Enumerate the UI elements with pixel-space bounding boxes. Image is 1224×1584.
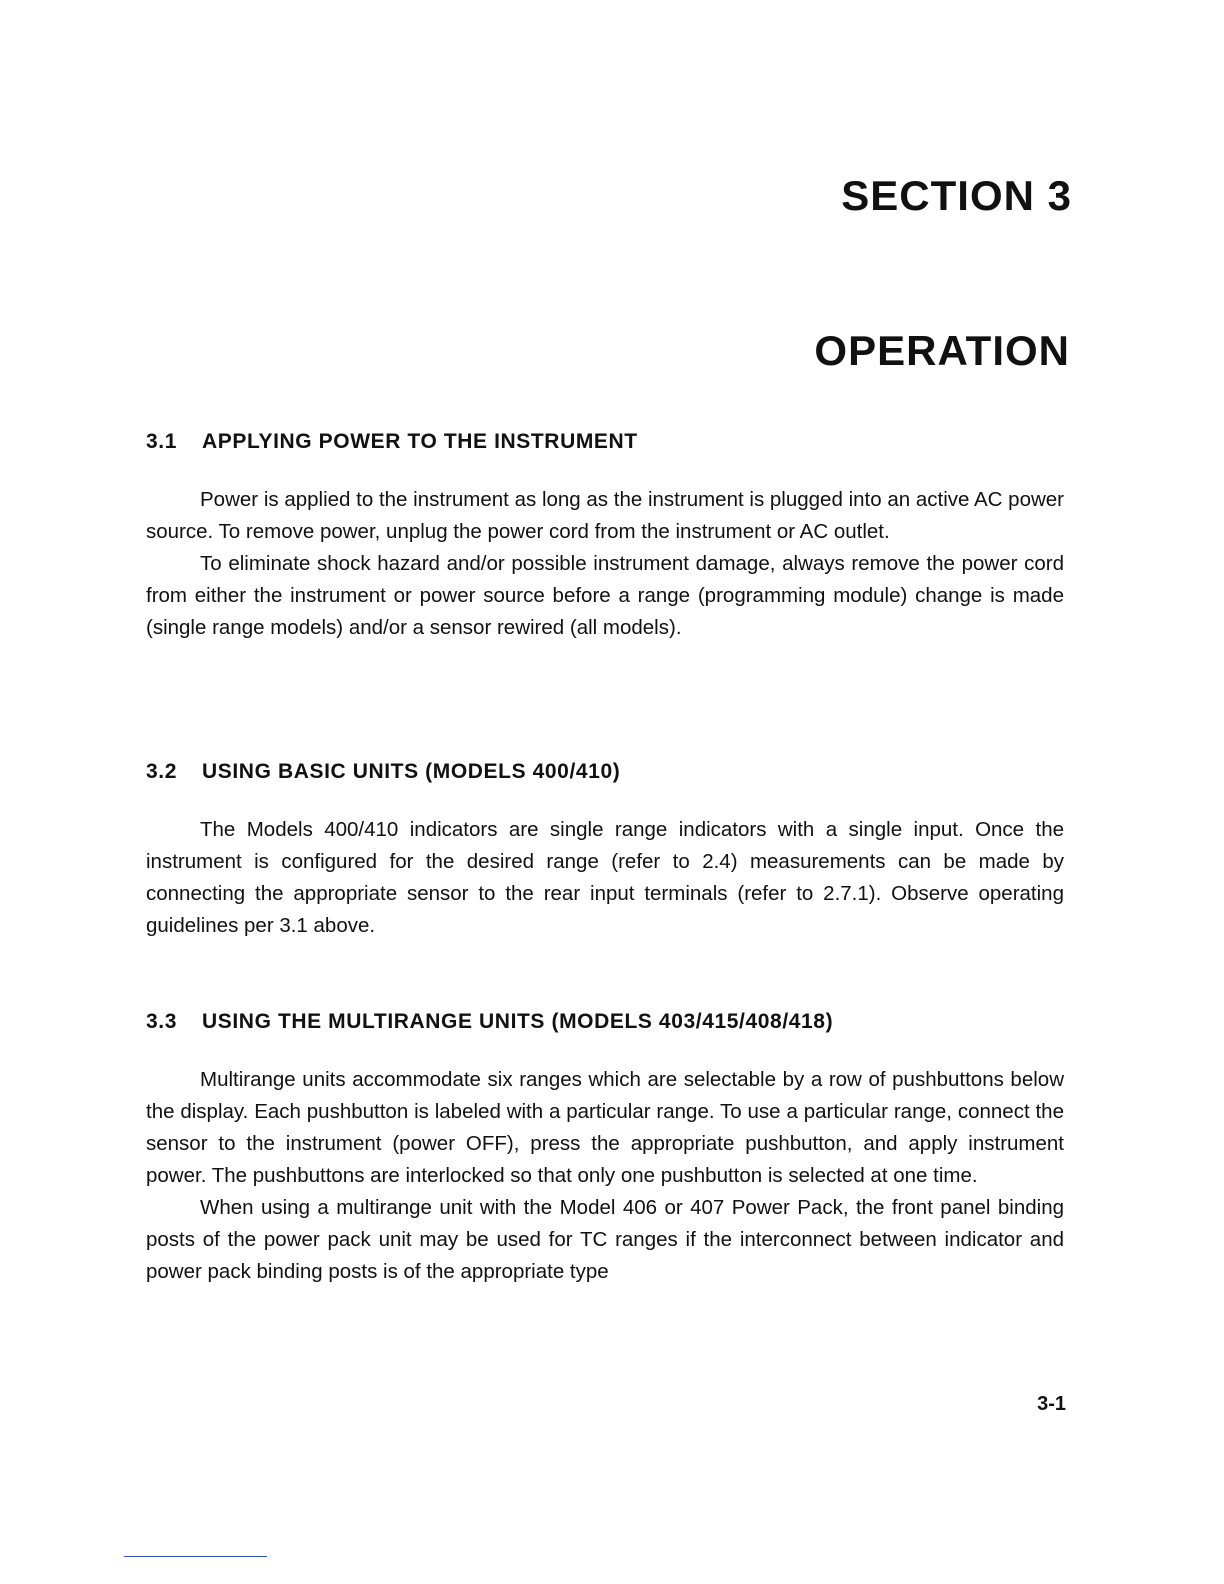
section-3-2: [146, 760, 1064, 942]
section-heading-number: 3.1: [146, 430, 177, 453]
section-heading: [146, 430, 1064, 454]
section-heading: [146, 1010, 1064, 1034]
paragraph: Power is applied to the instrument as long as the instrument is plugged into an active AC power source. To remove power, unplug the power cord from the instrument or AC outlet.: [146, 488, 1064, 543]
paragraph: To eliminate shock hazard and/or possible instrument damage, always remove the power cord from either the instrument or power source before a range (programming module) change is made (single range models) and/or a sensor rewired (all models).: [146, 552, 1064, 639]
paragraph: When using a multirange unit with the Model 406 or 407 Power Pack, the front panel binding posts of the power pack unit may be used for TC ranges if the interconnect between indicator and power pack binding posts is of the appropriate type: [146, 1196, 1064, 1283]
section-heading-number: 3.3: [146, 1010, 177, 1033]
section-heading-title: USING BASIC UNITS (MODELS 400/410): [202, 760, 621, 783]
section-heading-title: APPLYING POWER TO THE INSTRUMENT: [202, 430, 638, 453]
section-heading: [146, 760, 1064, 784]
page-number: 3-1: [1037, 1393, 1066, 1415]
section-heading-number: 3.2: [146, 760, 177, 783]
section-title-heading: OPERATION: [814, 327, 1070, 374]
section-heading-title: USING THE MULTIRANGE UNITS (MODELS 403/415/408/418): [202, 1010, 834, 1033]
section-number-heading: SECTION 3: [841, 172, 1072, 219]
paragraph: Multirange units accommodate six ranges which are selectable by a row of pushbuttons below the display. Each pushbutton is labeled with a particular range. To use a particular range, connect the sensor to the instrument (power OFF), press the appropriate pushbutton, and apply instrument power. The pushbuttons are interlocked so that only one pushbutton is selected at one time.: [146, 1068, 1064, 1187]
section-3-1: [146, 430, 1064, 644]
section-3-3: [146, 1010, 1064, 1288]
paragraph: The Models 400/410 indicators are single range indicators with a single input. Once the instrument is configured for the desired range (refer to 2.4) measurements can be made by connecting the appropriate sensor to the rear input terminals (refer to 2.7.1). Observe operating guidelines per 3.1 above.: [146, 818, 1064, 937]
footer-divider: [124, 1556, 267, 1557]
